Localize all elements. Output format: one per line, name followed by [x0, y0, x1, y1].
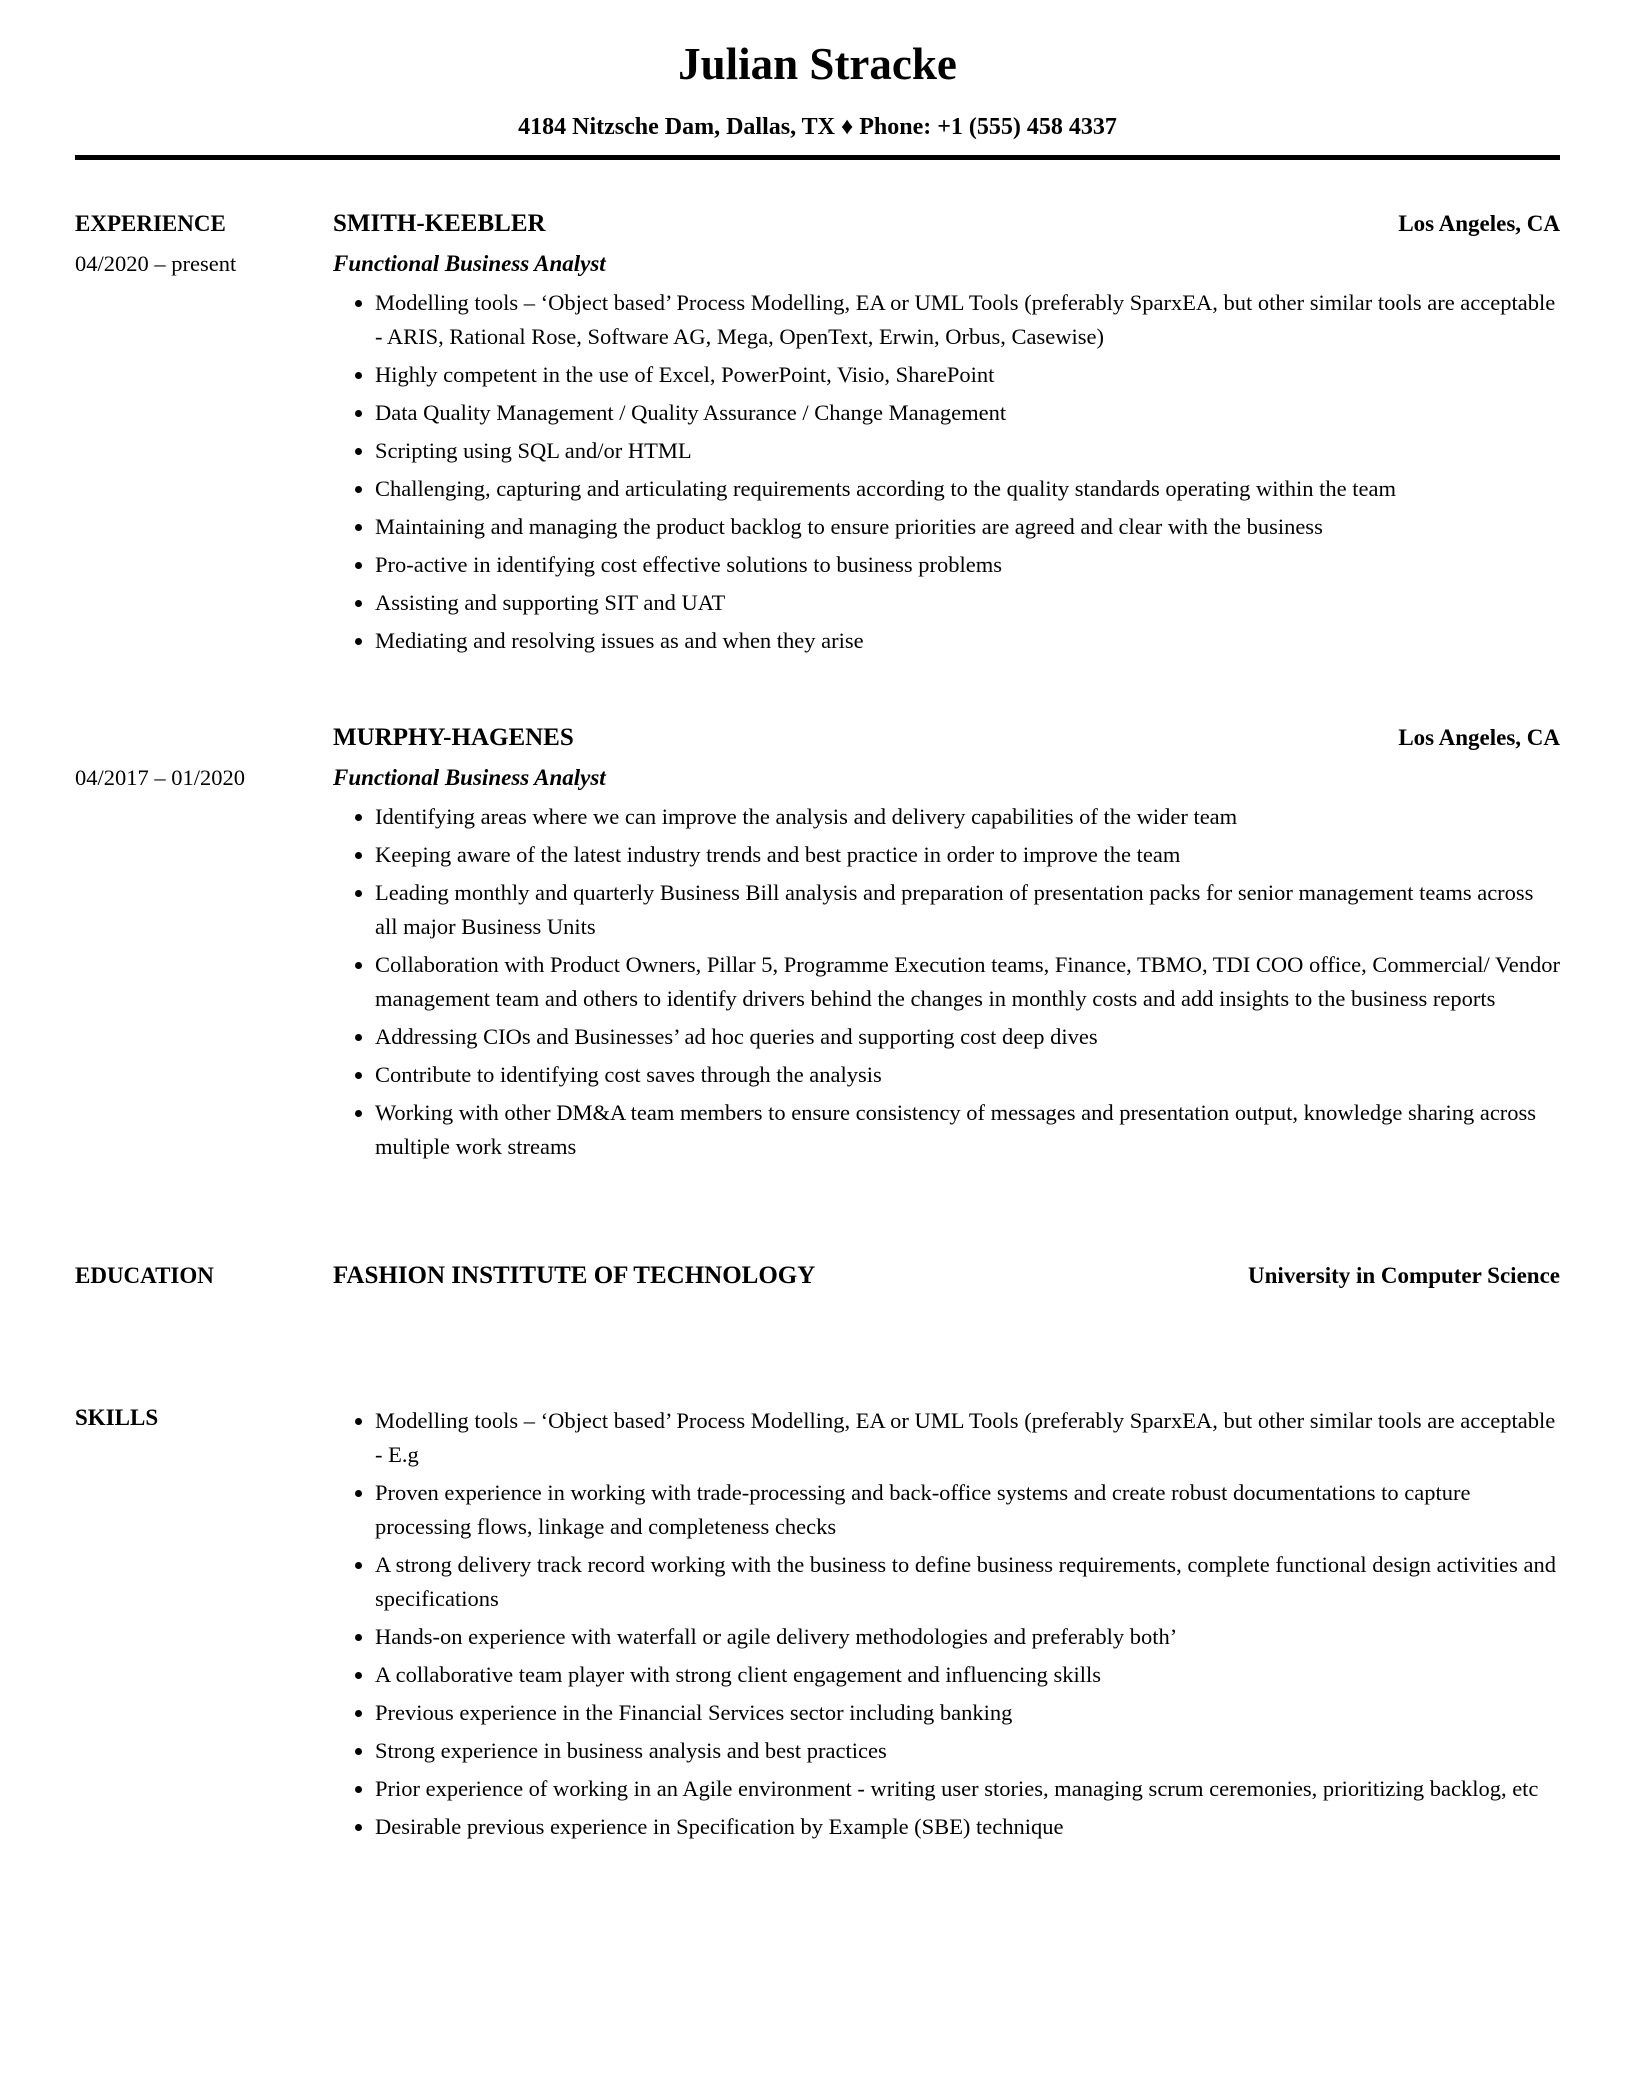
bullet-item: • Hands-on experience with waterfall or agile delivery methodologies and preferably both’	[375, 1620, 1560, 1654]
bullet-item: • Keeping aware of the latest industry trends and best practice in order to improve the team	[375, 838, 1560, 872]
bullet-item: • Maintaining and managing the product backlog to ensure priorities are agreed and clear with the business	[375, 510, 1560, 544]
header-divider	[75, 155, 1560, 160]
school-name: FASHION INSTITUTE OF TECHNOLOGY	[333, 1261, 816, 1289]
job-bullet-list	[333, 286, 1560, 658]
bullet-item: • Identifying areas where we can improve the analysis and delivery capabilities of the wider team	[375, 800, 1560, 834]
experience-left-column	[75, 204, 333, 284]
contact-line: 4184 Nitzsche Dam, Dallas, TX ♦ Phone: +1 (555) 458 4337	[518, 113, 1117, 140]
experience-section	[75, 204, 1560, 1168]
job-dates: 04/2020 – present	[75, 250, 237, 276]
bullet-item: • Strong experience in business analysis and best practices	[375, 1734, 1560, 1768]
bullet-item: • Pro-active in identifying cost effective solutions to business problems	[375, 548, 1560, 582]
skills-bullet-list	[333, 1404, 1560, 1848]
job-title: Functional Business Analyst	[333, 250, 606, 276]
bullet-item: • Highly competent in the use of Excel, PowerPoint, Visio, SharePoint	[375, 358, 1560, 392]
job-bullet-list	[333, 800, 1560, 1164]
job-murphy-hagenes	[75, 718, 1560, 1168]
job-location: Los Angeles, CA	[1398, 724, 1560, 750]
degree-name: University in Computer Science	[1248, 1262, 1560, 1288]
bullet-item: • Scripting using SQL and/or HTML	[375, 434, 1560, 468]
bullet-item: • Mediating and resolving issues as and when they arise	[375, 624, 1560, 658]
bullet-item: • Modelling tools – ‘Object based’ Process Modelling, EA or UML Tools (preferably SparxEA, but other similar tools are acceptable - ARIS, Rational Rose, Software AG, Mega, OpenText, Erwin, Orbus, Casewise)	[375, 286, 1560, 354]
skills-section	[75, 1398, 1560, 1848]
bullet-item: • A collaborative team player with strong client engagement and influencing skills	[375, 1658, 1560, 1692]
bullet-item: • Contribute to identifying cost saves through the analysis	[375, 1058, 1560, 1092]
bullet-item: • Challenging, capturing and articulating requirements according to the quality standards operating within the team	[375, 472, 1560, 506]
job-main	[333, 204, 1560, 662]
bullet-item: • Collaboration with Product Owners, Pillar 5, Programme Execution teams, Finance, TBMO, TDI COO office, Commercial/ Vendor management team and others to identify drivers behind the changes in monthly costs and add insights to the business reports	[375, 948, 1560, 1016]
job-header	[333, 204, 1560, 244]
company-name: MURPHY-HAGENES	[333, 723, 574, 751]
job-dates: 04/2017 – 01/2020	[75, 764, 246, 790]
bullet-item: • Modelling tools – ‘Object based’ Process Modelling, EA or UML Tools (preferably SparxEA, but other similar tools are acceptable - E.g	[375, 1404, 1560, 1472]
bullet-item: • Data Quality Management / Quality Assurance / Change Management	[375, 396, 1560, 430]
education-section-label: EDUCATION	[75, 1262, 214, 1288]
company-name: SMITH-KEEBLER	[333, 209, 546, 237]
education-section	[75, 1256, 1560, 1296]
education-main	[333, 1256, 1560, 1296]
job-main	[333, 718, 1560, 1168]
skills-section-label: SKILLS	[75, 1404, 159, 1430]
job-header	[333, 718, 1560, 758]
candidate-name: Julian Stracke	[678, 39, 957, 89]
bullet-item: • Previous experience in the Financial Services sector including banking	[375, 1696, 1560, 1730]
bullet-item: • Leading monthly and quarterly Business Bill analysis and preparation of presentation packs for senior management teams across all major Business Units	[375, 876, 1560, 944]
job-title: Functional Business Analyst	[333, 764, 606, 790]
job-location: Los Angeles, CA	[1398, 210, 1560, 236]
bullet-item: • Assisting and supporting SIT and UAT	[375, 586, 1560, 620]
bullet-item: • Addressing CIOs and Businesses’ ad hoc queries and supporting cost deep dives	[375, 1020, 1560, 1054]
bullet-item: • Desirable previous experience in Specification by Example (SBE) technique	[375, 1810, 1560, 1844]
experience-section-label: EXPERIENCE	[75, 210, 226, 236]
bullet-item: • Proven experience in working with trade-processing and back-office systems and create robust documentations to capture processing flows, linkage and completeness checks	[375, 1476, 1560, 1544]
bullet-item: • A strong delivery track record working with the business to define business requirements, complete functional design activities and specifications	[375, 1548, 1560, 1616]
experience-left-column	[75, 718, 333, 798]
bullet-item: • Working with other DM&A team members to ensure consistency of messages and presentation output, knowledge sharing across multiple work streams	[375, 1096, 1560, 1164]
bullet-item: • Prior experience of working in an Agile environment - writing user stories, managing scrum ceremonies, prioritizing backlog, etc	[375, 1772, 1560, 1806]
job-smith-keebler	[75, 204, 1560, 662]
